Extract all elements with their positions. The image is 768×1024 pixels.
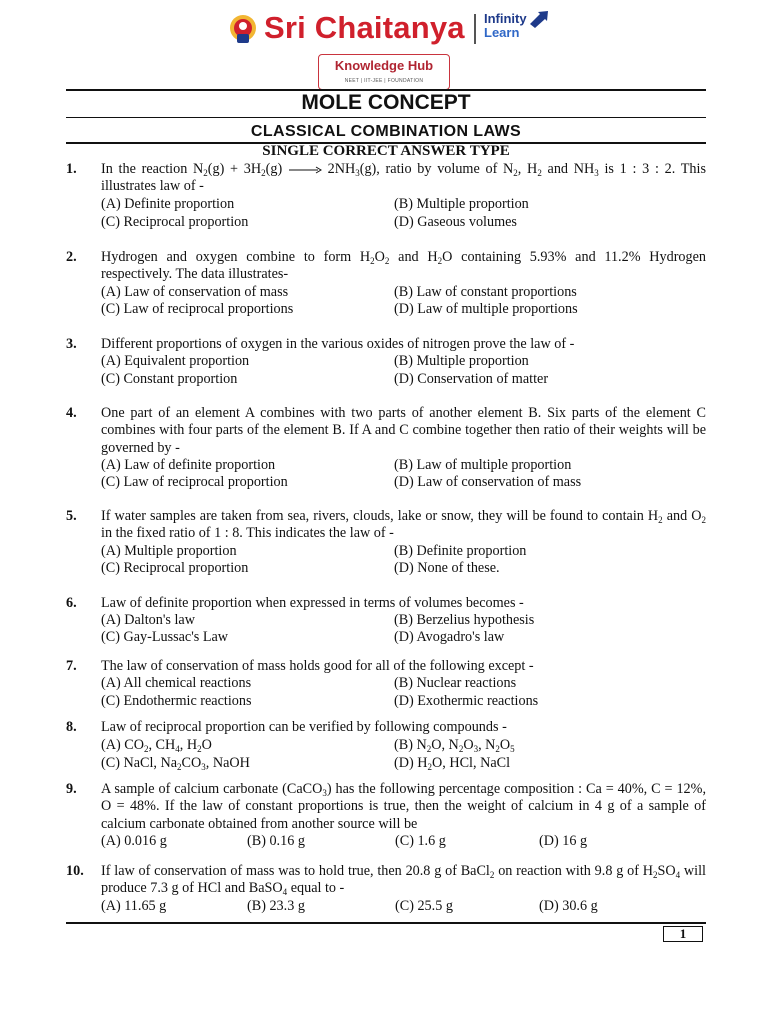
partner-logo: [484, 12, 527, 40]
option-c: (C) NaCl, $Na_2CO_3$, NaOH: [101, 755, 250, 772]
brand-logo: [228, 8, 558, 52]
question-number: 6.: [66, 595, 77, 611]
question-text: One part of an element A combines with two parts of another element B. Six parts of the element C combines with four parts of the element B. If A and C combine together then ratio of their weights will be governed by -: [101, 405, 706, 456]
option-a: (A) Law of definite proportion: [101, 457, 276, 473]
option-b: (B) Law of multiple proportion: [394, 457, 572, 473]
partner-line2: Learn: [484, 25, 520, 40]
page-subtitle: CLASSICAL COMBINATION LAWS: [250, 123, 522, 140]
brand-name: Sri Chaitanya: [264, 10, 465, 45]
question-text: If law of conservation of mass was to hold true, then 20.8 g of BaCl$_2$ on reaction with 9.8 g of $H_2SO_4$ will produce 7.3 g of HCl and BaSO$_4$ equal to -: [101, 863, 706, 898]
option-c: (C) 1.6 g: [395, 833, 446, 849]
brand-divider: [474, 14, 476, 44]
page-number: 1: [663, 926, 703, 942]
option-b: (B) Multiple proportion: [394, 196, 529, 212]
section-heading: SINGLE CORRECT ANSWER TYPE: [262, 143, 510, 159]
option-c: (C) Reciprocal proportion: [101, 214, 249, 230]
question-number: 10.: [66, 863, 84, 879]
question-number: 2.: [66, 249, 77, 265]
partner-arrow-icon: [528, 10, 550, 28]
option-b: (B) Multiple proportion: [394, 353, 529, 369]
question-text: Different proportions of oxygen in the various oxides of nitrogen prove the law of -: [101, 336, 575, 352]
question-text: If water samples are taken from sea, rivers, clouds, lake or snow, they will be found to contain $H_2$ and $O_2$ in the fixed ratio of 1 : 8. This indicates the law of -: [101, 508, 706, 542]
option-c: (C) Gay-Lussac's Law: [101, 629, 229, 645]
option-c: (C) Endothermic reactions: [101, 693, 252, 709]
hub-subtitle: NEET | IIT-JEE | FOUNDATION: [344, 78, 424, 84]
option-b: (B) Berzelius hypothesis: [394, 612, 535, 628]
option-a: (A) Dalton's law: [101, 612, 195, 628]
option-c: (C) 25.5 g: [395, 898, 453, 914]
option-a: (A) All chemical reactions: [101, 675, 252, 691]
option-c: (C) Constant proportion: [101, 371, 238, 387]
option-d: (D) Conservation of matter: [394, 371, 549, 387]
option-d: (D) None of these.: [394, 560, 500, 576]
option-c: (C) Reciprocal proportion: [101, 560, 249, 576]
option-d: (D) 16 g: [539, 833, 588, 849]
option-d: (D) Law of conservation of mass: [394, 474, 582, 490]
hub-title: Knowledge Hub: [334, 58, 434, 73]
knowledge-hub-badge: [318, 54, 450, 90]
question-text: Law of definite proportion when expressed in terms of volumes becomes -: [101, 595, 524, 611]
option-b: (B) $N_2O$, $N_2O_3$, $N_2O_5$: [394, 737, 515, 754]
question-text: The law of conservation of mass holds good for all of the following except -: [101, 658, 534, 674]
reaction-arrow-icon: [288, 166, 322, 174]
question-number: 9.: [66, 781, 77, 797]
option-d: (D) 30.6 g: [539, 898, 598, 914]
option-c: (C) Law of reciprocal proportions: [101, 301, 294, 317]
page-title: MOLE CONCEPT: [301, 91, 471, 114]
question-number: 3.: [66, 336, 77, 352]
option-d: (D) $H_2O$, HCl, NaCl: [394, 755, 511, 772]
question-number: 7.: [66, 658, 77, 674]
question-number: 8.: [66, 719, 77, 735]
question-text: In the reaction $N_2(g) + 3H_2(g)$ $2NH_3(g)$, ratio by volume of $N_2$, $H_2$ and $NH_3$ is 1 : 3 : 2. This illustrates law of -: [101, 161, 706, 195]
question-number: 1.: [66, 161, 77, 177]
option-a: (A) Definite proportion: [101, 196, 235, 212]
option-a: (A) Equivalent proportion: [101, 353, 250, 369]
option-b: (B) Law of constant proportions: [394, 284, 577, 300]
question-number: 5.: [66, 508, 77, 524]
partner-line1: Infinity: [484, 11, 527, 26]
option-c: (C) Law of reciprocal proportion: [101, 474, 288, 490]
question-number: 4.: [66, 405, 77, 421]
option-a: (A) $CO_2$, $CH_4$, $H_2O$: [101, 737, 212, 754]
option-d: (D) Avogadro's law: [394, 629, 505, 645]
option-b: (B) 0.16 g: [247, 833, 305, 849]
option-b: (B) Nuclear reactions: [394, 675, 517, 691]
brand-emblem-icon: [228, 12, 258, 46]
question-text: Law of reciprocal proportion can be verified by following compounds -: [101, 719, 507, 735]
option-a: (A) 11.65 g: [101, 898, 167, 914]
option-a: (A) Multiple proportion: [101, 543, 237, 559]
option-b: (B) 23.3 g: [247, 898, 305, 914]
option-d: (D) Gaseous volumes: [394, 214, 517, 230]
option-b: (B) Definite proportion: [394, 543, 527, 559]
option-a: (A) 0.016 g: [101, 833, 167, 849]
question-text: A sample of calcium carbonate (CaCO$_3$) has the following percentage composition : Ca = 40%, C = 12%, O = 48%. If the law of constant proportions is true, then the weight of calcium in 4 g of a sample of calcium carbonate obtained from another source will be: [101, 781, 707, 832]
option-d: (D) Law of multiple proportions: [394, 301, 578, 317]
title-rule: [66, 117, 706, 118]
question-text: Hydrogen and oxygen combine to form $H_2O_2$ and $H_2O$ containing 5.93% and 11.2% Hydrogen respectively. The data illustrates-: [101, 249, 707, 283]
option-d: (D) Exothermic reactions: [394, 693, 539, 709]
option-a: (A) Law of conservation of mass: [101, 284, 289, 300]
footer-rule: [66, 922, 706, 924]
